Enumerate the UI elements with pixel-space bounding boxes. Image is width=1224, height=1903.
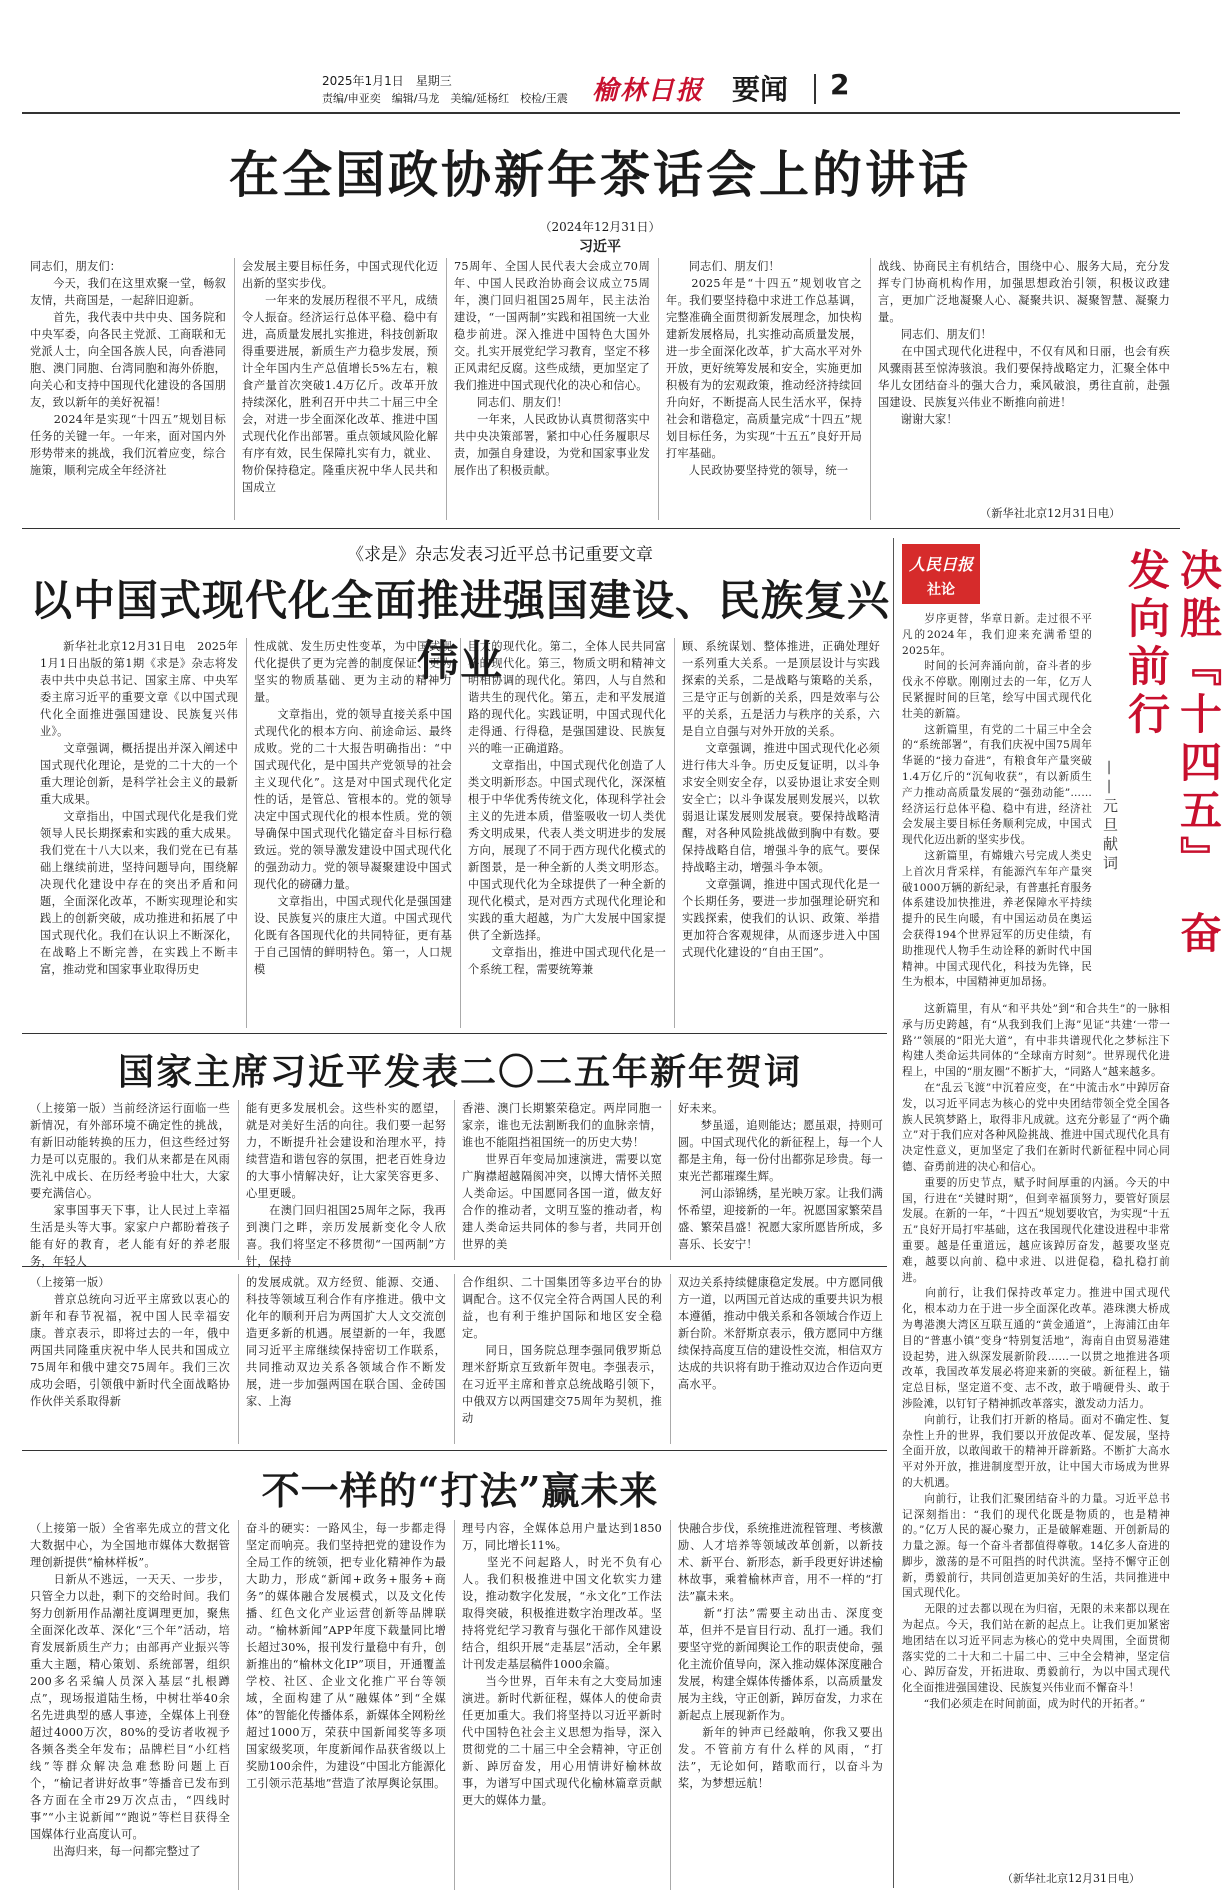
article3-col3: 香港、澳门长期繁荣稳定。两岸同胞一家亲，谁也无法割断我们的血脉亲情，谁也不能阻挡祖国统一的历史大势！ 世界百年变局加速演进，需要以宽广胸襟超越隔阂冲突，以博大情怀关照人类命运。中国愿同各国一道，做友好合作的推动者，文明互鉴的推动者，构建人类命运共同体的参与者，共同开创世界的美 — [462, 1102, 662, 1251]
article2-col1: 新华社北京12月31日电 2025年1月1日出版的第1期《求是》杂志将发表中共中央总书记、国家主席、中央军委主席习近平的重要文章《以中国式现代化全面推进强国建设、民族复兴伟业》。 文章强调，概括提出并深入阐述中国式现代化理论，是党的二十大的一个重大理论创新，是科学社会主义的最新重大成果。 文章指出，中国式现代化是我们党领导人民长期探索和实践的重大成果。我们党在十八大以来，我们党在已有基础上继续前进，坚持问题导向，围绕解决现代化建设中存在的突出矛盾和问题，全面深化改革，不断实现理论和实践上的创新突破，成功推进和拓展了中国式现代化。我们在认识上不断深化，在战略上不断完善，在实践上不断丰富，推动党和国家事业取得历史 — [40, 640, 238, 976]
article5-title: 不一样的“打法”赢未来 — [261, 1468, 659, 1513]
article1-source: （新华社北京12月31日电） — [980, 507, 1121, 520]
article5-col2: 奋斗的硬实：一路风尘，每一步都走得坚定而响亮。我们坚持把党的建设作为全局工作的统领，把专业化精神作为最大助力，形成“新闻+政务+服务+商务”的媒体融合发展模式，以及文化传播、红色文化产业运营创新等品牌联动。“榆林新闻”APP年度下载量同比增长超过30%，报刊发行量稳中有升，创新推出的“榆林文化IP”项目，开通覆盖学校、社区、企业文化推广平台等领域，全面构建了从“融媒体”到“全媒体”的智能化传播体系，新媒体全网粉丝超过1000万，荣获中国新闻奖等多项国家级奖项，年度新闻作品获省级以上奖励100余件，为建设“中国北方能源化工引领示范基地”营造了浓厚舆论氛围。 — [246, 1522, 446, 1790]
article3-col2: 能有更多发展机会。这些朴实的愿望，就是对美好生活的向往。我们要一起努力，不断提升社会建设和治理水平，持续营造和谐包容的氛围，把老百姓身边的大事小情解决好，让大家笑容更多、心里更暖。 在澳门回归祖国25周年之际，我再到澳门之畔，亲历发展新变化令人欣喜。我们将坚定不移贯彻“一国两制”方针，保持 — [246, 1102, 446, 1268]
article1-col3: 75周年、全国人民代表大会成立70周年、中国人民政治协商会议成立75周年，澳门回归祖国25周年，民主法治建设，“一国两制”实践和祖国统一大业稳步前进。深入推进中国特色大国外交。扎实开展党纪学习教育，坚定不移正风肃纪反腐。这些成绩，更加坚定了我们推进中国式现代化的决心和信心。 同志们、朋友们！ 一年来，人民政协认真贯彻落实中共中央决策部署，紧扣中心任务履职尽责，加强自身建设，为党和国家事业发展作出了积极贡献。 — [454, 260, 650, 477]
section-divider — [814, 74, 816, 104]
col-divider — [674, 638, 675, 1028]
section-rule — [22, 1450, 887, 1451]
col-divider — [658, 258, 659, 520]
section-name: 要闻 — [732, 73, 789, 106]
editorial-title: 决胜『十四五』 奋发向前行 — [1122, 548, 1223, 959]
col-divider — [460, 638, 461, 1028]
col-divider — [670, 1520, 671, 1890]
article4-col2: 的发展成就。双方经贸、能源、交通、科技等领域互利合作有序推进。俄中文化年的顺利开启为两国扩大人文交流创造更多新的机遇。展望新的一年，我愿同习近平主席继续保持密切工作联系，共同推动双边关系各领域合作不断发展，进一步加强两国在联合国、金砖国家、上海 — [246, 1276, 446, 1408]
article1-col1: 同志们，朋友们： 今天，我们在这里欢聚一堂，畅叙友情，共商国是，一起辞旧迎新。 首先，我代表中共中央、国务院和中央军委，向各民主党派、工商联和无党派人士，向全国各族人民，向香港同胞、澳门同胞、台湾同胞和海外侨胞，向关心和支持中国现代化建设的各国朋友，致以新年的美好祝福！ 2024年是实现“十四五”规划目标任务的关键一年。一年来，面对国内外形势带来的挑战，我们沉着应变，综合施策，顺利完成全年经济社 — [30, 260, 226, 477]
col-divider — [454, 1520, 455, 1890]
masthead — [22, 60, 1180, 110]
badge-paper-name: 人民日报 — [908, 555, 973, 574]
article1-author: 习近平 — [579, 239, 621, 255]
editorial-body: 岁序更替，华章日新。走过很不平凡的2024年，我们迎来充满希望的2025年。 时间的长河奔涌向前，奋斗者的步伐永不停歇。刚刚过去的一年，亿万人民紧握时间的巨笔，绘写中国式现代化壮美的新篇。 这新篇里，有党的二十届三中全会的“系统部署”，有我们庆祝中国75周年华诞的“接力奋进”，有粮食年产量突破1.4万亿斤的“沉甸收获”，有以新质生产力推动高质量发展的“强劲动能”……经济运行总体平稳、稳中有进，经济社会发展主要目标任务顺利完成，中国式现代化迈出新的坚实步伐。 这新篇里，有嫦娥六号完成人类史上首次月背采样，有能源汽车年产量突破1000万辆的新纪录，有普惠托育服务体系建设加快推进，养老保障水平持续提升的民生向暖，有中国运动员在奥运会获得194个世界冠军的历史佳绩，有助推现代人物手生动诠释的新时代中国精神。中国式现代化，科技为先锋，民生为根本，中国精神更加昂扬。 — [902, 613, 1092, 989]
article2-title: 以中国式现代化全面推进强国建设、民族复兴伟业 — [30, 576, 891, 685]
section-rule — [22, 1033, 887, 1034]
editorial-divider — [893, 538, 894, 1888]
col-divider — [454, 1100, 455, 1260]
article1-title: 在全国政协新年茶话会上的讲话 — [229, 145, 971, 204]
newspaper-logo: 榆林日报 — [592, 76, 705, 106]
article2-kicker: 《求是》杂志发表习近平总书记重要文章 — [347, 545, 653, 565]
article4-col1: （上接第一版） 普京总统向习近平主席致以衷心的新年和春节祝福，祝中国人民幸福安康。普京表示，即将过去的一年，俄中两国共同隆重庆祝中华人民共和国成立75周年和俄中建交75周年。我们三次成功会晤，引领俄中新时代全面战略协作伙伴关系取得新 — [30, 1276, 230, 1408]
col-divider — [238, 1100, 239, 1260]
col-divider — [454, 1274, 455, 1444]
col-divider — [870, 258, 871, 520]
editor-credits: 责编/申亚奕 编辑/马龙 美编/延杨红 校检/王震 — [322, 92, 568, 105]
col-divider — [234, 258, 235, 520]
section-rule — [22, 528, 1180, 529]
page-number: 2 — [830, 68, 850, 101]
col-divider — [246, 638, 247, 1028]
article5-col4: 快融合步伐，系统推进流程管理、考核激励、人才培养等领域改革创新，以新技术、新平台、新形态，新手段更好讲述榆林故事，乘着榆林声音，用不一样的“打法”赢未来。 新“打法”需要主动出击、深度变革，但并不是盲目行动、乱打一通。我们要坚守党的新闻舆论工作的职责使命，强化主流价值导向，深入推动媒体深度融合发展，构建全媒体传播体系，以高质量发展为主线，守正创新，踔厉奋发，力求在新起点上展现新作为。 新年的钟声已经敲响，你我又要出发。不管前方有什么样的风雨，“打法”，无论如何，踏歌而行，以奋斗为桨，为梦想远航！ — [678, 1522, 883, 1790]
editorial-badge — [902, 544, 980, 604]
col-divider — [446, 258, 447, 520]
editorial-subtitle: ——元旦献词 — [1101, 760, 1119, 874]
col-divider — [670, 1274, 671, 1444]
article5-col1: （上接第一版）全省率先成立的营文化大数据中心，为全国地市媒体大数据管理创新提供“榆林样板”。 日新从不逃远，一天天、一步步，只管全力以赴，剩下的交给时间。我们努力创新用作品潮社度调理更加，聚焦全面深化改革、深化“三个年”活动，培育发展新质生产力；由部再产业振兴等重大主题，精心策划、系统部署，组织200多名采编人员深入基层“扎根蹲点”，现场报道陆生杨，中树壮举40余名先进典型的感人事迹，全媒体上刊登超过4000万次，80%的受访者收视予各频各类全年发布；品牌栏目“小红档线”等群众解决急难愁盼问题上百个，“榆记者讲好故事”等播音已发布到各方面在全市29万次点击，“四线时事”“小主说新闻”“跑说”等栏目获得全国媒体行业高度认可。 出海归来，每一问都完整过了 — [30, 1522, 230, 1858]
col-divider — [238, 1520, 239, 1890]
article3-col1: （上接第一版）当前经济运行面临一些新情况，有外部环境不确定性的挑战，有新旧动能转换的压力，但这些经过努力是可以克服的。我们从来都是在风雨洗礼中成长、在历经考验中壮大，大家要充满信心。 家事国事天下事，让人民过上幸福生活是头等大事。家家户户都盼着孩子能有好的教育，老人能有好的养老服务，年轻人 — [30, 1102, 230, 1268]
article1-col4: 同志们、朋友们！ 2025年是“十四五”规划收官之年。我们要坚持稳中求进工作总基调，完整准确全面贯彻新发展理念，加快构建新发展格局，扎实推动高质量发展，进一步全面深化改革，扩大高水平对外开放，更好统筹发展和安全，实施更加积极有为的宏观政策，推动经济持续回升向好，不断提高人民生活水平，保持社会和谐稳定，高质量完成“十四五”规划目标任务，为实现“十五五”良好开局打牢基础。 人民政协要坚持党的领导，统一 — [666, 260, 862, 477]
issue-date: 2025年1月1日 星期三 — [322, 74, 452, 88]
article2-col3: 巨大的现代化。第二，全体人民共同富裕的现代化。第三，物质文明和精神文明相协调的现代化。第四，人与自然和谐共生的现代化。第五，走和平发展道路的现代化。实践证明，中国式现代化走得通、行得稳，是强国建设、民族复兴的唯一正确道路。 文章指出，中国式现代化创造了人类文明新形态。中国式现代化，深深植根于中华优秀传统文化，体现科学社会主义的先进本质，借鉴吸收一切人类优秀文明成果，代表人类文明进步的发展方向，展现了不同于西方现代化模式的新图景，是一种全新的人类文明形态。中国式现代化为全球提供了一种全新的现代化模式，是对西方式现代化理论和实践的重大超越，为广大发展中国家提供了全新选择。 文章指出，推进中国式现代化是一个系统工程，需要统筹兼 — [468, 640, 666, 976]
article1-col5: 战线、协商民主有机结合，围绕中心、服务大局，充分发挥专门协商机构作用，加强思想政治引领，积极议政建言，更加广泛地凝聚人心、凝聚共识、凝聚智慧、凝聚力量。 同志们、朋友们！ 在中国式现代化进程中，不仅有风和日丽，也会有疾风骤雨甚至惊涛骇浪。我们要保持战略定力，汇聚全体中华儿女团结奋斗的强大合力，乘风破浪，勇往直前，赴强国建设、民族复兴伟业不断推向前进！ 谢谢大家！ — [878, 260, 1170, 426]
badge-label: 社论 — [927, 582, 955, 598]
article4-col4: 双边关系持续健康稳定发展。中方愿同俄方一道，以两国元首达成的重要共识为根本遵循，推动中俄关系和各领域合作迈上新台阶。米舒斯京表示，俄方愿同中方继续保持高度互信的建设性交流，相信双方达成的共识将有助于推动双边合作迈向更高水平。 — [678, 1276, 883, 1391]
article2-col2: 性成就、发生历史性变革，为中国式现代化提供了更为完善的制度保证、更为坚实的物质基础、更为主动的精神力量。 文章指出，党的领导直接关系中国式现代化的根本方向、前途命运、最终成败。党的二十大报告明确指出：“中国式现代化，是中国共产党领导的社会主义现代化”。这是对中国式现代化定性的话，是管总、管根本的。党的领导决定中国式现代化的根本性质。党的领导确保中国式现代化锚定奋斗目标行稳致远。党的领导激发建设中国式现代化的强劲动力。党的领导凝聚建设中国式现代化的磅礴力量。 文章指出，中国式现代化是强国建设、民族复兴的康庄大道。中国式现代化既有各国现代化的共同特征，更有基于自己国情的鲜明特色。第一，人口规模 — [254, 640, 452, 976]
article3-title: 国家主席习近平发表二〇二五年新年贺词 — [117, 1052, 802, 1093]
article1-date: （2024年12月31日） — [539, 220, 661, 234]
article3-col4: 好未来。 梦虽遥，追则能达；愿虽艰，持则可圆。中国式现代化的新征程上，每一个人都是主角，每一份付出都弥足珍贵。每一束光芒都璀璨生辉。 河山添锦绣，星光映万家。让我们满怀希望，迎接新的一年。祝愿国家繁荣昌盛、繁荣昌盛！祝愿大家所愿皆所成，多喜乐、长安宁！ — [678, 1102, 883, 1251]
article1-col2: 会发展主要目标任务，中国式现代化迈出新的坚实步伐。 一年来的发展历程很不平凡，成绩令人振奋。经济运行总体平稳、稳中有进，高质量发展扎实推进，科技创新取得重要进展，新质生产力稳步发展，预计全年国内生产总值增长5%左右，粮食产量首次突破1.4万亿斤。改革开放持续深化，胜利召开中共二十届三中全会，对进一步全面深化改革、推进中国式现代化作出部署。重点领域风险化解有序有效，民生保障扎实有力，就业、物价保持稳定。隆重庆祝中华人民共和国成立 — [242, 260, 438, 494]
article5-col3: 理号内容，全媒体总用户量达到1850万，同比增长11%。 坚光不问起路人，时光不负有心人。我们积极推进中国文化软实力建设，推动数字化发展，“永文化”工作法取得突破，积极推进数字治理改革。坚持将党纪学习教育与强化干部作风建设结合，组织开展“走基层”活动，全年累计刊发走基层稿件1000余篇。 当今世界，百年未有之大变局加速演进。新时代新征程，媒体人的使命责任更加重大。我们将坚持以习近平新时代中国特色社会主义思想为指导，深入贯彻党的二十届三中全会精神，守正创新、踔厉奋发，用心用情讲好榆林故事，为谱写中国式现代化榆林篇章贡献更大的媒体力量。 — [462, 1522, 662, 1807]
editorial-body-cont: 这新篇里，有从“和平共处”到“和合共生”的一脉相承与历史跨越，有“从我到我们上海”见证“共建‘一带一路’”领展的“阳光大道”，有中非共谱现代化之梦标注下构建人类命运共同体的“全球南方时刻”。世界现代化进程上，中国的“朋友圈”不断扩大，“同路人”越来越多。 在“乱云飞渡”中沉着应变，在“中流击水”中踔厉奋发，以习近平同志为核心的党中央团结带领全党全国各族人民筑梦路上，取得非凡成就。这充分彰显了“两个确立”对于我们应对各种风险挑战、推进中国式现代化具有决定性意义，更加坚定了我们在新时代新征程中同心同德、奋勇前进的决心和信心。 重要的历史节点，赋予时间厚重的内涵。今天的中国，行进在“关键时期”，但到幸福顶努力，要管好顶层发展。在新的一年，“十四五”规划要收官，为实现“十五五”良好开局打牢基础，这在我国现代化建设进程中非常重要。越是任重道远，越应该踔厉奋发，越要攻坚克难，越要以向前、稳中求进、以进促稳，稳扎稳打前进。 向前行，让我们保持改革定力。推进中国式现代化，根本动力在于进一步全面深化改革。港珠澳大桥成为粤港澳大湾区互联互通的“黄金通道”，上海浦江由年目的“普惠小镇”变身“特别复活地”，海南自由贸易港建设起势，进入纵深发展新阶段……一以贯之地推进各项改革，我国改革发展必将迎来新的突破。新征程上，锚定总目标，坚定道不变、志不改，敢于啃硬骨头、敢于涉险滩，以钉钉子精神抓改革落实，激发动力活力。 向前行，让我们打开新的格局。面对不确定性、复杂性上升的世界，我们要以开放促改革、促发展，坚持全面开放，以敢闯敢干的精神开辟新路。不断扩大高水平对外开放，推进制度型开放，让中国大市场成为世界的大机遇。 向前行，让我们汇聚团结奋斗的力量。习近平总书记深刻指出：“我们的现代化既是物质的，也是精神的。”亿万人民的凝心聚力，正是破解难题、开创新局的力量之源。每一个奋斗者都值得尊敬。14亿多人奋进的脚步，激荡的是不可阻挡的时代洪流。坚持不懈守正创新，勇毅前行，共同创造更加美好的生活，共同推进中国式现代化。 无限的过去都以现在为归宿，无限的未来都以现在为起点。今天，我们站在新的起点上。让我们更加紧密地团结在以习近平同志为核心的党中央周围，全面贯彻落实党的二十大和二十届二中、三中全会精神，坚定信心、踔厉奋发，开拓进取、勇毅前行，为以中国式现代化全面推进强国建设、民族复兴伟业而不懈奋斗！ “我们必须走在时间前面，成为时代的开拓者。” — [902, 1003, 1170, 1711]
article2-col4: 顾、系统谋划、整体推进，正确处理好一系列重大关系。一是顶层设计与实践探索的关系，二是战略与策略的关系，三是守正与创新的关系，四是效率与公平的关系，五是活力与秩序的关系，六是自立自强与对外开放的关系。 文章强调，推进中国式现代化必须进行伟大斗争。历史反复证明，以斗争求安全则安全存，以妥协退让求安全则安全亡；以斗争谋发展则发展兴，以软弱退让谋发展则发展衰。要保持战略清醒，对各种风险挑战做到胸中有数。要保持战略自信，增强斗争的底气。要保持战略主动，增强斗争本领。 文章强调，推进中国式现代化是一个长期任务，要进一步加强理论研究和实践探索，使我们的认识、政策、举措更加符合客观规律，从而逐步进入中国式现代化建设的“自由王国”。 — [682, 640, 880, 959]
col-divider — [670, 1100, 671, 1260]
col-divider — [238, 1274, 239, 1444]
editorial-source: （新华社北京12月31日电） — [1002, 1872, 1140, 1885]
masthead-rule — [22, 112, 1180, 114]
section-rule — [22, 1266, 887, 1267]
article4-col3: 合作组织、二十国集团等多边平台的协调配合。这不仅完全符合两国人民的利益，也有利于维护国际和地区安全稳定。 同日，国务院总理李强同俄罗斯总理米舒斯京互致新年贺电。李强表示，在习近平主席和普京总统战略引领下，中俄双方以两国建交75周年为契机，推动 — [462, 1276, 662, 1425]
